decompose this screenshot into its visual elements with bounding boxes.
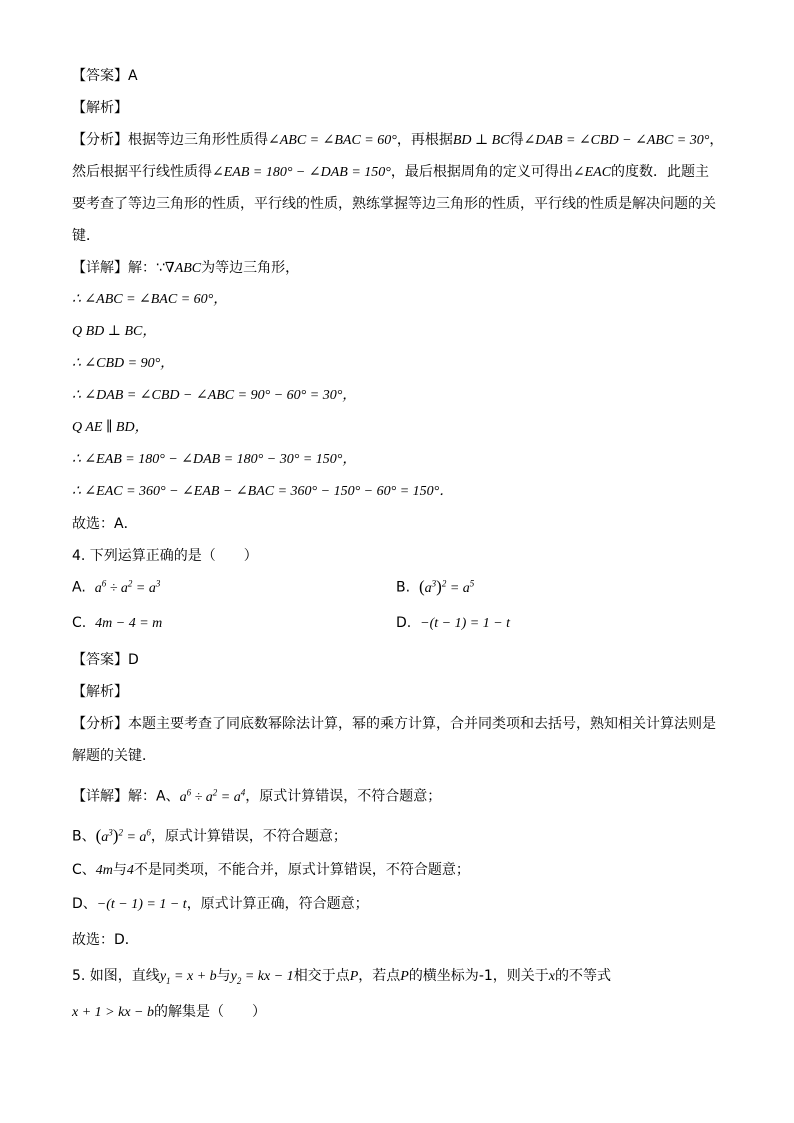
- answer-label: 【答案】A: [72, 68, 138, 84]
- text: 的度数．此题主: [611, 164, 710, 180]
- analysis-heading: 【解析】: [72, 684, 128, 700]
- text: 的不等式: [555, 968, 611, 984]
- detail-a: [72, 782, 441, 808]
- detail-d: [72, 894, 369, 915]
- step-7: ∴ ∠EAC = 360° − ∠EAB − ∠BAC = 360° − 150° − 60° = 150°．: [72, 484, 454, 499]
- text: ，若点: [358, 968, 401, 984]
- math-expr: ∠DAB = ∠CBD − ∠ABC = 30°: [523, 133, 710, 148]
- step-4: ∴ ∠DAB = ∠CBD − ∠ABC = 90° − 60° = 30°，: [72, 388, 357, 403]
- math-expr: BD ⊥ BC: [452, 133, 510, 148]
- detail-line: [72, 258, 299, 279]
- detail-c: [72, 860, 470, 881]
- text: ，原式计算错误，不符合题意；: [245, 788, 442, 805]
- analysis-line-1: [72, 130, 723, 151]
- option-label: A.: [72, 579, 86, 596]
- question-5-line-2: [72, 1002, 266, 1023]
- option-a: [72, 572, 160, 600]
- text: 的解集是（ ）: [153, 1004, 266, 1020]
- text: ，则关于: [492, 968, 549, 984]
- text: 的横坐标为: [408, 968, 479, 984]
- detail-b: [72, 822, 347, 848]
- math-expr: ∠EAC: [572, 165, 612, 180]
- math-expr: x: [548, 969, 555, 984]
- text: 与: [112, 862, 127, 878]
- math-expr: P: [400, 969, 409, 984]
- text: 5. 如图，直线: [72, 968, 160, 984]
- analysis-line-4: 键．: [72, 228, 100, 244]
- math-expr: ∇ABC: [164, 261, 202, 276]
- option-label: D.: [396, 615, 412, 631]
- option-d: [396, 612, 510, 635]
- step-1: ∴ ∠ABC = ∠BAC = 60°，: [72, 292, 228, 307]
- math-expr: 4m: [95, 863, 113, 878]
- math-expr: −(t − 1) = 1 − t: [420, 616, 511, 631]
- text: 得: [509, 132, 524, 148]
- text: 为等边三角形，: [201, 260, 300, 276]
- math-expr: x + 1 > kx − b: [72, 1005, 154, 1020]
- text: -1: [478, 968, 493, 984]
- option-label: B.: [396, 579, 411, 596]
- step-3: ∴ ∠CBD = 90°，: [72, 356, 175, 371]
- analysis-line-3: 要考查了等边三角形的性质，平行线的性质，熟练掌握等边三角形的性质，平行线的性质是解决问题的关: [72, 196, 716, 212]
- answer-label: 【答案】D: [72, 652, 139, 668]
- analysis-line-2: [72, 162, 709, 183]
- text: ，再根据: [396, 132, 453, 148]
- text: 【详解】解：∵: [72, 260, 165, 276]
- analysis-heading: 【解析】: [72, 100, 128, 116]
- text: B、: [72, 828, 96, 845]
- math-expr: 4m − 4 = m: [95, 616, 163, 631]
- text: 【分析】根据等边三角形性质得: [72, 132, 268, 148]
- step-2: Q BD ⊥ BC，: [72, 324, 157, 339]
- text: ，: [709, 132, 724, 148]
- math-expr: ∠EAB = 180° − ∠DAB = 150°: [212, 165, 391, 180]
- math-expr: $(a^3)^2 = a^5$: [418, 576, 475, 596]
- question-5-line-1: [72, 966, 611, 991]
- math-expr: $y_1 = x + b$: [159, 969, 217, 986]
- option-c: [72, 612, 162, 635]
- step-6: ∴ ∠EAB = 180° − ∠DAB = 180° − 30° = 150°，: [72, 452, 357, 467]
- math-expr: −(t − 1) = 1 − t: [96, 897, 187, 912]
- text: 不是同类项，不能合并，原式计算错误，不符合题意；: [133, 862, 470, 878]
- text: ，最后根据周角的定义可得出: [390, 164, 573, 180]
- math-expr: 4: [126, 863, 134, 878]
- analysis-line-1: 【分析】本题主要考查了同底数幂除法计算，幂的乘方计算，合并同类项和去括号，熟知相关计算法则是: [72, 716, 716, 732]
- math-expr: $y_2$ = kx − 1: [230, 969, 294, 986]
- text: 然后根据平行线性质得: [72, 164, 212, 180]
- text: ，原式计算正确，符合题意；: [186, 896, 369, 912]
- option-b: [396, 572, 474, 600]
- text: D、: [72, 896, 97, 912]
- option-label: C.: [72, 615, 87, 631]
- text: 与: [216, 968, 231, 984]
- math-expr: P: [349, 969, 359, 984]
- text: 相交于点: [293, 968, 350, 984]
- math-expr: $a^6 \div a^2 = a^4$: [179, 787, 246, 805]
- text: 【详解】解：A、: [72, 788, 180, 805]
- math-expr: $a^6 \div a^2 = a^3$: [94, 578, 161, 596]
- choice-line: 故选：A．: [72, 516, 138, 532]
- choice-line: 故选：D．: [72, 932, 139, 948]
- analysis-line-2: 解题的关键．: [72, 748, 156, 764]
- question-4-stem: 4. 下列运算正确的是（ ）: [72, 548, 258, 564]
- text: C、: [72, 862, 96, 878]
- step-5: Q AE ∥ BD，: [72, 420, 149, 435]
- math-expr: $(a^3)^2 = a^6$: [95, 825, 151, 845]
- math-expr: ∠ABC = ∠BAC = 60°: [268, 133, 397, 148]
- text: ，原式计算错误，不符合题意；: [150, 828, 347, 845]
